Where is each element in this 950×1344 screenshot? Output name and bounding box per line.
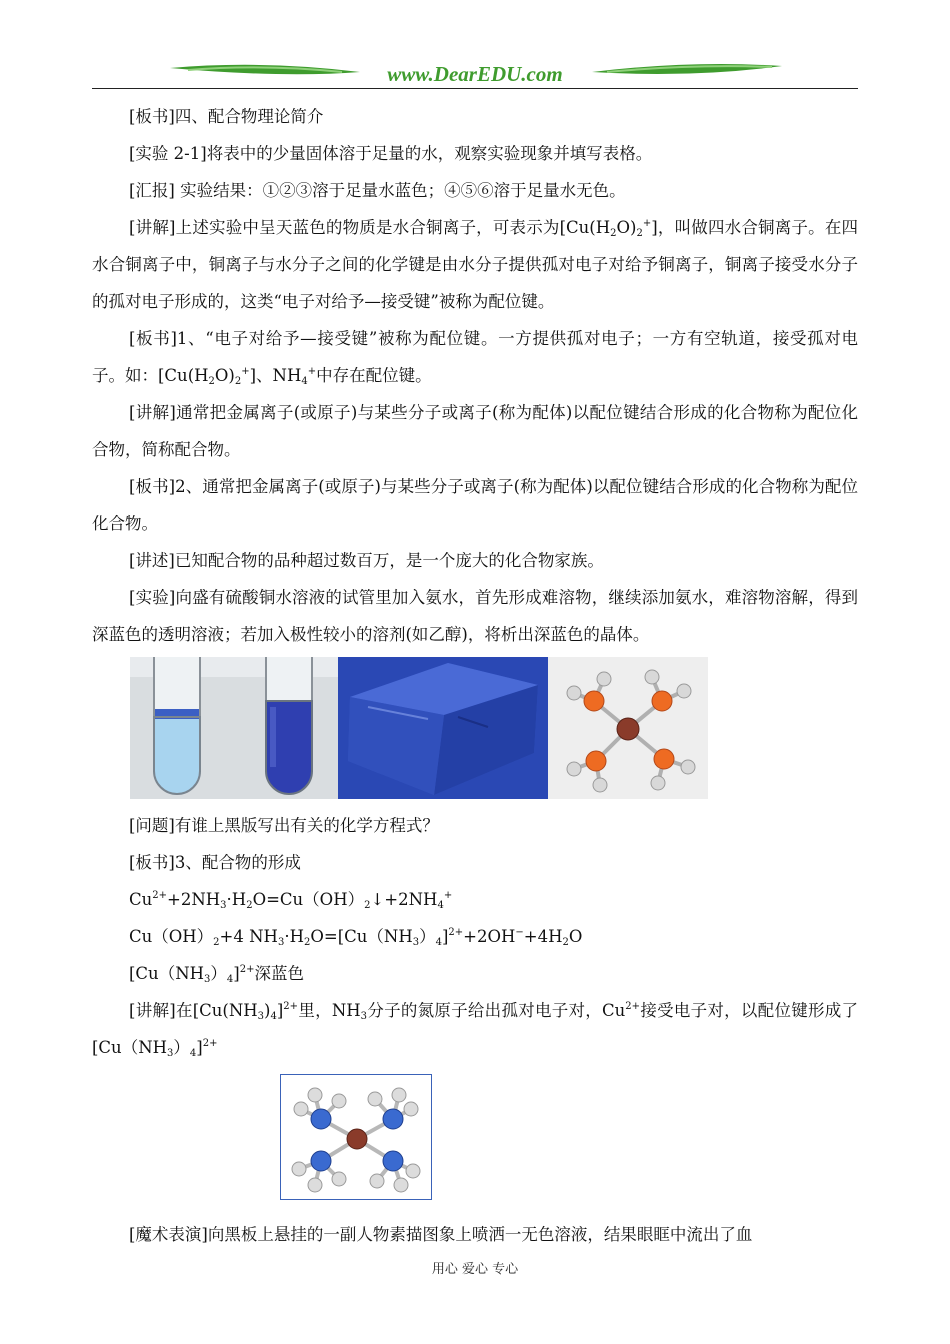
experiment-figure-row (130, 657, 858, 799)
document-body (92, 98, 858, 1253)
paragraph-4: [讲解]上述实验中呈天蓝色的物质是水合铜离子，可表示为$[Cu(H_2O)_2^+]$，叫做四水合铜离子。在四水合铜离子中，铜离子与水分子之间的化学键是由水分子提供孤对电子对给予铜离子，铜离子接受水分子的孤对电子形成的，这类“电子对给予—接受键”被称为配位键。 (92, 218, 859, 311)
page-footer: 用心 爱心 专心 (431, 1262, 519, 1277)
equation-3: $[Cu(NH_3)_4]^{2+}$深蓝色 (129, 964, 304, 985)
ammine-complex-graphic (281, 1075, 431, 1199)
equation-2: $Cu(OH)_2+4$ $NH_3\cdot H_2O=[Cu(NH_3)_4]^{2+}+2OH^-+4H_2O$ (129, 927, 583, 948)
header-site-text: www.DearEDU.com (387, 62, 563, 86)
paragraph-8: [讲述]已知配合物的品种超过数百万，是一个庞大的化合物家族。 (129, 551, 604, 570)
paragraph-11: [板书]3、配合物的形成 (129, 853, 301, 872)
blue-crystal-photo (338, 657, 548, 799)
header-swoosh-graphic (92, 58, 858, 92)
paragraph-6: [讲解]通常把金属离子(或原子)与某些分子或离子(称为配体)以配位键结合形成的化合物称为配位化合物，简称配合物。 (92, 403, 858, 459)
paragraph-7: [板书]2、通常把金属离子(或原子)与某些分子或离子(称为配体)以配位键结合形成的化合物称为配位化合物。 (92, 477, 858, 533)
paragraph-3: [汇报] 实验结果：①②③溶于足量水蓝色；④⑤⑥溶于足量水无色。 (129, 181, 626, 200)
paragraph-9: [实验]向盛有硫酸铜水溶液的试管里加入氨水，首先形成难溶物，继续添加氨水，难溶物溶解，得到深蓝色的透明溶液；若加入极性较小的溶剂(如乙醇)，将析出深蓝色的晶体。 (92, 588, 858, 644)
paragraph-2: [实验 2-1]将表中的少量固体溶于足量的水，观察实验现象并填写表格。 (129, 144, 653, 163)
header-rule (92, 88, 858, 89)
paragraph-1: [板书]四、配合物理论简介 (129, 107, 324, 126)
test-tubes-photo (130, 657, 338, 799)
paragraph-10: [问题]有谁上黑版写出有关的化学方程式？ (129, 816, 439, 835)
equation-1: $Cu^{2+}+2NH_3\cdot H_2O=Cu(OH)_2↓+2NH_4^+$ (129, 890, 453, 911)
paragraph-5: [板书]1、“电子对给予—接受键”被称为配位键。一方提供孤对电子；一方有空轨道，接受孤对电子。如：$[Cu(H_2O)_2^+]$、$NH_4^+$中存在配位键。 (92, 329, 858, 387)
paragraph-12: [讲解]在$[Cu(NH_3)_4]^{2+}$里，$NH_3$分子的氮原子给出孤对电子对，$Cu^{2+}$接受电子对，以配位键形成了$[Cu(NH_3)_4]^{2+}$ (92, 1001, 859, 1059)
header-logo (92, 58, 858, 92)
paragraph-13: [魔术表演]向黑板上悬挂的一副人物素描图象上喷洒一无色溶液，结果眼眶中流出了血 (129, 1225, 753, 1244)
tetrahedral-complex-model (548, 657, 708, 799)
square-planar-complex-model (280, 1074, 432, 1200)
